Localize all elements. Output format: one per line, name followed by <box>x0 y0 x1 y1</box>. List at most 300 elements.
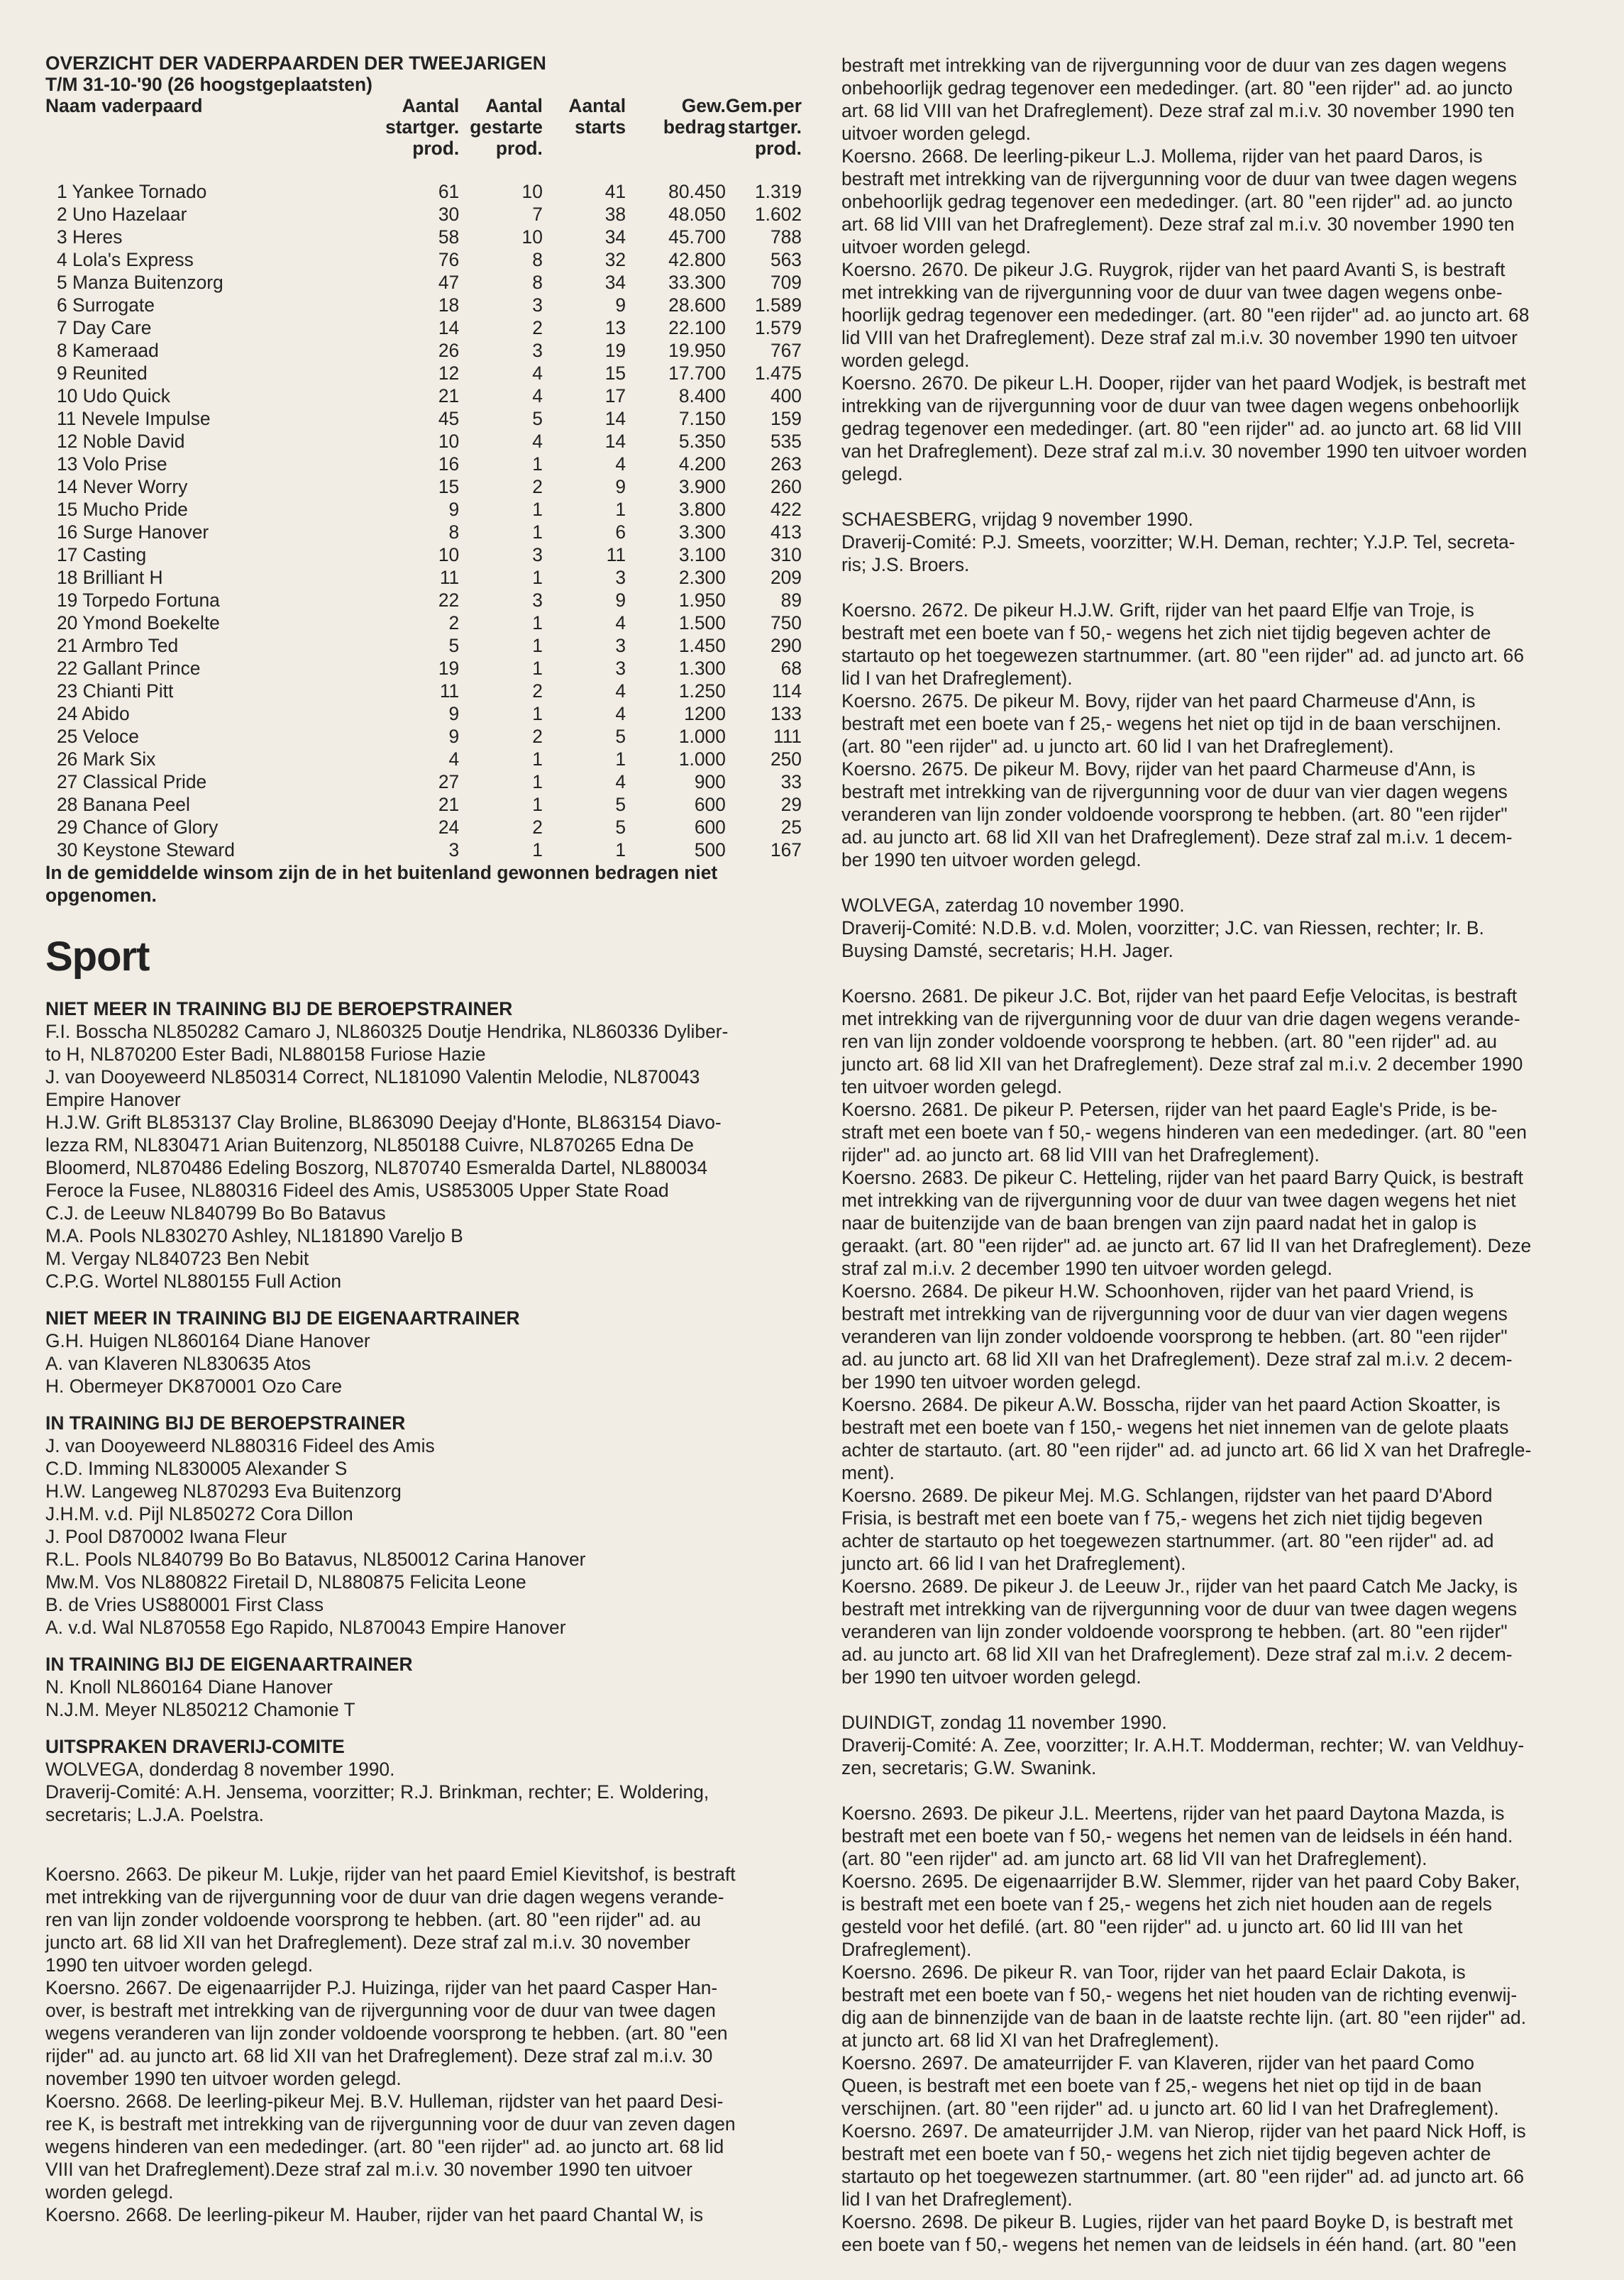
value-cell: 33.300 <box>668 272 726 293</box>
header-c4 <box>626 95 726 159</box>
value-cell: 26 <box>438 340 460 361</box>
value-cell: 600 <box>694 794 726 815</box>
sire-name-cell: 16 Surge Hanover <box>57 521 209 543</box>
table-row <box>45 271 802 294</box>
section-heading: IN TRAINING BIJ DE BEROEPSTRAINER <box>45 1412 406 1434</box>
text-line: rijder" ad. ao juncto art. 68 lid VIII van het Drafreglement). <box>841 1144 1320 1166</box>
text-line: SCHAESBERG, vrijdag 9 november 1990. <box>841 509 1193 530</box>
value-cell: 5 <box>615 794 626 815</box>
text-line: Koersno. 2668. De leerling-pikeur M. Hauber, rijder van het paard Chantal W, is <box>45 2204 704 2225</box>
value-cell: 10 <box>521 181 543 202</box>
section-line: C.P.G. Wortel NL880155 Full Action <box>45 1271 342 1292</box>
ruling-paragraph <box>841 54 1599 145</box>
value-cell: 8 <box>532 272 543 293</box>
ruling-paragraph <box>841 1870 1599 1961</box>
text-line: Koersno. 2670. De pikeur L.H. Dooper, rijder van het paard Wodjek, is bestraft met <box>841 372 1526 394</box>
text-line: met intrekking van de rijvergunning voor de duur van drie dagen wegens verande- <box>841 1008 1520 1029</box>
section-line: A. v.d. Wal NL870558 Ego Rapido, NL870043 Empire Hanover <box>45 1617 566 1638</box>
text-line: Koersno. 2689. De pikeur Mej. M.G. Schlangen, rijdster van het paard D'Abord <box>841 1485 1493 1506</box>
text-line: zen, secretaris; G.W. Swanink. <box>841 1757 1097 1778</box>
text-line: Koersno. 2675. De pikeur M. Bovy, rijder van het paard Charmeuse d'Ann, is <box>841 690 1476 712</box>
value-cell: 1 <box>615 839 626 860</box>
table-title: OVERZICHT DER VADERPAARDEN DER TWEEJARIGEN <box>45 52 546 74</box>
table-row <box>45 316 802 339</box>
value-cell: 3 <box>532 590 543 611</box>
value-cell: 7.150 <box>678 408 726 429</box>
sport-heading: Sport <box>45 934 150 980</box>
section-line: Draverij-Comité: A.H. Jensema, voorzitter; R.J. Brinkman, rechter; E. Woldering, <box>45 1781 709 1803</box>
text-line: onbehoorlijk gedrag tegenover een mededinger. (art. 80 "een rijder" ad. ao juncto <box>841 191 1513 212</box>
header-c5 <box>726 95 802 159</box>
text-line: at juncto art. 68 lid XI van het Drafreglement). <box>841 2030 1220 2051</box>
text-line: Koersno. 2696. De pikeur R. van Toor, rijder van het paard Eclair Dakota, is <box>841 1961 1466 1983</box>
value-cell: 10 <box>521 226 543 248</box>
ruling-paragraph <box>841 372 1599 485</box>
value-cell: 4 <box>532 363 543 384</box>
value-cell: 5 <box>532 408 543 429</box>
value-cell: 2.300 <box>678 567 726 588</box>
value-cell: 6 <box>615 521 626 543</box>
right-blocks <box>841 54 1599 2256</box>
value-cell: 24 <box>438 817 460 838</box>
text-line: ment). <box>841 1462 895 1483</box>
sire-name-cell: 28 Banana Peel <box>57 794 190 815</box>
value-cell: 58 <box>438 226 460 248</box>
sire-name-cell: 25 Veloce <box>57 726 139 747</box>
sires-table-block <box>45 52 802 907</box>
header-line: Gem.per <box>725 95 802 116</box>
sire-name-cell: 11 Nevele Impulse <box>57 408 211 429</box>
value-cell: 709 <box>770 272 802 293</box>
text-line: Koersno. 2663. De pikeur M. Lukje, rijder van het paard Emiel Kievitshof, is bestraft <box>45 1864 736 1885</box>
table-row <box>45 657 802 680</box>
text-line: onbehoorlijk gedrag tegenover een mededinger. (art. 80 "een rijder" ad. ao juncto <box>841 77 1513 99</box>
table-header-row <box>45 95 802 159</box>
text-line: bestraft met intrekking van de rijvergunning voor de duur van vier dagen wegens <box>841 1303 1508 1324</box>
text-line: VIII van het Drafreglement).Deze straf zal m.i.v. 30 november 1990 ten uitvoer <box>45 2159 692 2180</box>
value-cell: 4 <box>532 431 543 452</box>
value-cell: 47 <box>438 272 460 293</box>
value-cell: 1.500 <box>678 612 726 633</box>
value-cell: 25 <box>780 817 802 838</box>
text-line: DUINDIGT, zondag 11 november 1990. <box>841 1712 1167 1733</box>
text-line: ad. au juncto art. 68 lid XII van het Drafreglement). Deze straf zal m.i.v. 2 decem- <box>841 1644 1513 1665</box>
value-cell: 10 <box>438 544 460 565</box>
text-line: bestraft met een boete van f 50,- wegens het nemen van de leidsels in één hand. <box>841 1825 1513 1847</box>
value-cell: 1 <box>532 499 543 520</box>
text-line: een boete van f 50,- wegens het nemen van de leidsels in één hand. (art. 80 "een <box>841 2234 1517 2255</box>
text-line: Koersno. 2668. De leerling-pikeur L.J. Mollema, rijder van het paard Daros, is <box>841 145 1483 167</box>
text-line: ber 1990 ten uitvoer worden gelegd. <box>841 1371 1142 1393</box>
value-cell: 17 <box>604 385 626 406</box>
value-cell: 4 <box>448 748 460 770</box>
value-cell: 80.450 <box>668 181 726 202</box>
text-line: ber 1990 ten uitvoer worden gelegd. <box>841 849 1142 870</box>
value-cell: 4 <box>615 771 626 792</box>
value-cell: 3.300 <box>678 521 726 543</box>
value-cell: 3 <box>532 294 543 316</box>
text-line: ris; J.S. Broers. <box>841 554 970 575</box>
table-row <box>45 339 802 362</box>
section-line: G.H. Huigen NL860164 Diane Hanover <box>45 1330 370 1351</box>
value-cell: 1 <box>532 794 543 815</box>
value-cell: 19 <box>438 658 460 679</box>
table-row <box>45 839 802 861</box>
text-line: is bestraft met een boete van f 25,- wegens het zich niet houden aan de regels <box>841 1893 1492 1915</box>
section-line: Feroce la Fusee, NL880316 Fideel des Amis, US853005 Upper State Road <box>45 1180 669 1201</box>
table-row <box>45 725 802 748</box>
value-cell: 27 <box>438 771 460 792</box>
value-cell: 1 <box>532 748 543 770</box>
table-row <box>45 634 802 657</box>
text-line: met intrekking van de rijvergunning voor de duur van twee dagen wegens het niet <box>841 1190 1516 1211</box>
value-cell: 2 <box>532 817 543 838</box>
text-line: Koersno. 2689. De pikeur J. de Leeuw Jr., rijder van het paard Catch Me Jacky, is <box>841 1576 1518 1597</box>
ruling-paragraph <box>841 985 1599 1098</box>
section-line: Empire Hanover <box>45 1089 181 1110</box>
value-cell: 1.319 <box>754 181 802 202</box>
header-line: startger. <box>385 116 460 138</box>
value-cell: 1.579 <box>754 317 802 338</box>
table-subtitle: T/M 31-10-'90 (26 hoogstgeplaatsten) <box>45 74 372 95</box>
text-line: Koersno. 2681. De pikeur J.C. Bot, rijder van het paard Eefje Velocitas, is bestraft <box>841 985 1518 1007</box>
value-cell: 500 <box>694 839 726 860</box>
section-line: secretaris; L.J.A. Poelstra. <box>45 1804 265 1825</box>
value-cell: 9 <box>615 590 626 611</box>
sire-name-cell: 5 Manza Buitenzorg <box>57 272 223 293</box>
text-line: hoorlijk gedrag tegenover een mededinger. (art. 80 "een rijder" ad. ao juncto art. 68 <box>841 304 1530 326</box>
section-line: J. van Dooyeweerd NL880316 Fideel des Amis <box>45 1435 435 1456</box>
section-line: H.W. Langeweg NL870293 Eva Buitenzorg <box>45 1481 402 1502</box>
sire-name-cell: 21 Armbro Ted <box>57 635 179 656</box>
value-cell: 400 <box>770 385 802 406</box>
value-cell: 15 <box>438 476 460 497</box>
value-cell: 8 <box>448 521 460 543</box>
text-line: Draverij-Comité: A. Zee, voorzitter; Ir. A.H.T. Modderman, rechter; W. van Veldhuy- <box>841 1734 1525 1756</box>
text-line: gelegd. <box>841 463 903 485</box>
value-cell: 3 <box>615 635 626 656</box>
table-row <box>45 430 802 453</box>
section-line: M. Vergay NL840723 Ben Nebit <box>45 1248 309 1269</box>
text-line: Koersno. 2670. De pikeur J.G. Ruygrok, rijder van het paard Avanti S, is bestraft <box>841 259 1506 280</box>
value-cell: 2 <box>532 726 543 747</box>
text-line: lid VIII van het Drafreglement). Deze straf zal m.i.v. 30 november 1990 ten uitvoer <box>841 327 1518 348</box>
value-cell: 5 <box>448 635 460 656</box>
sire-name-cell: 14 Never Worry <box>57 476 188 497</box>
value-cell: 5 <box>615 817 626 838</box>
section-line: C.J. de Leeuw NL840799 Bo Bo Batavus <box>45 1202 386 1224</box>
value-cell: 38 <box>604 204 626 225</box>
text-line: lid I van het Drafreglement). <box>841 2188 1073 2210</box>
table-row <box>45 362 802 384</box>
header-c2 <box>459 95 543 159</box>
value-cell: 788 <box>770 226 802 248</box>
sire-name-cell: 22 Gallant Prince <box>57 658 201 679</box>
text-line: Drafreglement). <box>841 1939 972 1960</box>
text-line: worden gelegd. <box>841 350 970 371</box>
ruling-paragraph <box>841 508 1599 576</box>
text-line: bestraft met intrekking van de rijvergunning voor de duur van twee dagen wegens <box>841 1598 1518 1620</box>
ruling-paragraph <box>841 1393 1599 1484</box>
table-row <box>45 816 802 839</box>
value-cell: 1 <box>532 453 543 475</box>
value-cell: 2 <box>532 317 543 338</box>
text-line: (art. 80 "een rijder" ad. am juncto art. 68 lid VII van het Drafreglement). <box>841 1848 1427 1869</box>
value-cell: 17.700 <box>668 363 726 384</box>
value-cell: 9 <box>448 703 460 724</box>
value-cell: 167 <box>770 839 802 860</box>
value-cell: 1 <box>615 748 626 770</box>
value-cell: 13 <box>604 317 626 338</box>
text-line: wegens veranderen van lijn zonder voldoende voorsprong te hebben. (art. 80 "een <box>45 2022 728 2044</box>
ruling-paragraph <box>841 1711 1599 1779</box>
value-cell: 750 <box>770 612 802 633</box>
text-line: ree K, is bestraft met intrekking van de rijvergunning voor de duur van zeven dagen <box>45 2113 736 2135</box>
value-cell: 767 <box>770 340 802 361</box>
ruling-paragraph <box>841 1802 1599 1870</box>
value-cell: 8.400 <box>678 385 726 406</box>
text-line: art. 68 lid VIII van het Drafreglement). Deze straf zal m.i.v. 30 november 1990 ten <box>841 214 1515 235</box>
text-line: bestraft met een boete van f 150,- wegens het niet innemen van de gelote plaats <box>841 1417 1509 1438</box>
text-line: ber 1990 ten uitvoer worden gelegd. <box>841 1666 1142 1688</box>
text-line: startauto op het toegewezen startnummer. (art. 80 "een rijder" ad. ad juncto art. 66 <box>841 2166 1525 2187</box>
value-cell: 19 <box>604 340 626 361</box>
text-line: geraakt. (art. 80 "een rijder" ad. ae juncto art. 67 lid II van het Drafreglement). Deze <box>841 1235 1532 1256</box>
value-cell: 15 <box>604 363 626 384</box>
header-line: startger. <box>727 116 802 138</box>
sires-table <box>45 95 802 861</box>
text-line: Koersno. 2698. De pikeur B. Lugies, rijder van het paard Boyke D, is bestraft met <box>841 2211 1513 2232</box>
value-cell: 16 <box>438 453 460 475</box>
text-line: bestraft met een boete van f 50,- wegens het zich niet tijdig begeven achter de <box>841 2143 1491 2164</box>
value-cell: 34 <box>604 272 626 293</box>
value-cell: 9 <box>448 499 460 520</box>
text-line: gesteld voor het defilé. (art. 80 "een rijder" ad. u juncto art. 60 lid III van het <box>841 1916 1463 1937</box>
text-line: Koersno. 2668. De leerling-pikeur Mej. B.V. Hulleman, rijdster van het paard Desi- <box>45 2091 724 2112</box>
value-cell: 42.800 <box>668 249 726 270</box>
right-column <box>841 0 1599 2256</box>
header-line: gestarte <box>470 116 543 138</box>
section-line: A. van Klaveren NL830635 Atos <box>45 1353 311 1374</box>
text-line: uitvoer worden gelegd. <box>841 123 1032 144</box>
section-line: Bloomerd, NL870486 Edeling Boszorg, NL870740 Esmeralda Dartel, NL880034 <box>45 1157 708 1178</box>
value-cell: 1.300 <box>678 658 726 679</box>
value-cell: 4 <box>615 612 626 633</box>
value-cell: 8 <box>532 249 543 270</box>
value-cell: 600 <box>694 817 726 838</box>
value-cell: 9 <box>615 294 626 316</box>
text-line: met intrekking van de rijvergunning voor de duur van drie dagen wegens verande- <box>45 1886 724 1908</box>
table-row <box>45 498 802 521</box>
value-cell: 1 <box>532 521 543 543</box>
section-line: R.L. Pools NL840799 Bo Bo Batavus, NL850012 Carina Hanover <box>45 1549 586 1570</box>
text-line: Koersno. 2667. De eigenaarrijder P.J. Huizinga, rijder van het paard Casper Han- <box>45 1977 718 1998</box>
text-line: van het Drafreglement). Deze straf zal m.i.v. 30 november 1990 ten uitvoer worden <box>841 441 1528 462</box>
section-line: J.H.M. v.d. Pijl NL850272 Cora Dillon <box>45 1503 353 1524</box>
value-cell: 5 <box>615 726 626 747</box>
value-cell: 33 <box>780 771 802 792</box>
section-line: J. Pool D870002 Iwana Fleur <box>45 1526 287 1547</box>
text-line: gedrag tegenover een mededinger. (art. 80 "een rijder" ad. ao juncto art. 68 lid VIII <box>841 418 1523 439</box>
text-line: uitvoer worden gelegd. <box>841 236 1032 258</box>
text-line: met intrekking van de rijvergunning voor de duur van twee dagen wegens onbe- <box>841 282 1503 303</box>
value-cell: 3 <box>615 658 626 679</box>
text-line: bestraft met een boete van f 25,- wegens het niet op tijd in de baan verschijnen. <box>841 713 1502 734</box>
value-cell: 34 <box>604 226 626 248</box>
text-line: Queen, is bestraft met een boete van f 25,- wegens het niet op tijd in de baan <box>841 2075 1482 2096</box>
value-cell: 28.600 <box>668 294 726 316</box>
value-cell: 9 <box>615 476 626 497</box>
section-heading: IN TRAINING BIJ DE EIGENAARTRAINER <box>45 1654 413 1675</box>
value-cell: 9 <box>448 726 460 747</box>
table-note-line: In de gemiddelde winsom zijn de in het buitenland gewonnen bedragen niet <box>45 862 718 883</box>
sire-name-cell: 4 Lola's Express <box>57 249 194 270</box>
section-heading: UITSPRAKEN DRAVERIJ-COMITE <box>45 1736 345 1757</box>
value-cell: 1 <box>532 612 543 633</box>
section-line: M.A. Pools NL830270 Ashley, NL181890 Vareljo B <box>45 1225 463 1246</box>
value-cell: 14 <box>604 431 626 452</box>
value-cell: 263 <box>770 453 802 475</box>
sire-name-cell: 19 Torpedo Fortuna <box>57 590 220 611</box>
value-cell: 7 <box>532 204 543 225</box>
section-line: J. van Dooyeweerd NL850314 Correct, NL181090 Valentin Melodie, NL870043 <box>45 1066 700 1088</box>
table-row <box>45 611 802 634</box>
text-line: (art. 80 "een rijder" ad. u juncto art. 60 lid I van het Drafreglement). <box>841 736 1394 757</box>
sire-name-cell: 3 Heres <box>57 226 123 248</box>
sire-name-cell: 20 Ymond Boekelte <box>57 612 220 633</box>
table-row <box>45 589 802 611</box>
text-line: Koersno. 2697. De amateurrijder J.M. van Nierop, rijder van het paard Nick Hoff, is <box>841 2120 1526 2142</box>
header-line: Gew. <box>681 95 726 116</box>
value-cell: 3 <box>448 839 460 860</box>
text-line: ten uitvoer worden gelegd. <box>841 1076 1063 1097</box>
text-line: Koersno. 2672. De pikeur H.J.W. Grift, rijder van het paard Elfje van Troje, is <box>841 599 1474 621</box>
sire-name-cell: 8 Kameraad <box>57 340 159 361</box>
value-cell: 45 <box>438 408 460 429</box>
value-cell: 22.100 <box>668 317 726 338</box>
text-line: Koersno. 2683. De pikeur C. Hetteling, rijder van het paard Barry Quick, is bestraft <box>841 1167 1523 1188</box>
value-cell: 12 <box>438 363 460 384</box>
value-cell: 3.900 <box>678 476 726 497</box>
value-cell: 11 <box>439 567 460 588</box>
sire-name-cell: 9 Reunited <box>57 363 148 384</box>
table-row <box>45 453 802 475</box>
text-line: naar de buitenzijde van de baan brengen van zijn paard nadat het in galop is <box>841 1212 1477 1234</box>
text-line: over, is bestraft met intrekking van de rijvergunning voor de duur van twee dagen <box>45 2000 716 2021</box>
header-line: bedrag <box>663 116 726 138</box>
value-cell: 563 <box>770 249 802 270</box>
text-line: ad. au juncto art. 68 lid XII van het Drafreglement). Deze straf zal m.i.v. 1 decem- <box>841 826 1513 848</box>
value-cell: 2 <box>532 680 543 702</box>
text-line: Koersno. 2693. De pikeur J.L. Meertens, rijder van het paard Daytona Mazda, is <box>841 1803 1505 1824</box>
text-line: achter de startauto op het toegewezen startnummer. (art. 80 "een rijder" ad. ad <box>841 1530 1494 1551</box>
sire-name-cell: 10 Udo Quick <box>57 385 170 406</box>
text-line: ren van lijn zonder voldoende voorsprong te hebben. (art. 80 "een rijder" ad. au <box>841 1031 1497 1052</box>
table-row <box>45 793 802 816</box>
value-cell: 29 <box>780 794 802 815</box>
text-line: lid I van het Drafreglement). <box>841 668 1073 689</box>
value-cell: 3 <box>615 567 626 588</box>
value-cell: 5.350 <box>678 431 726 452</box>
text-line: wegens hinderen van een mededinger. (art. 80 "een rijder" ad. ao juncto art. 68 lid <box>45 2136 724 2157</box>
header-line: prod. <box>755 138 802 159</box>
header-line: Aantal <box>485 95 543 116</box>
text-line: startauto op het toegewezen startnummer. (art. 80 "een rijder" ad. ad juncto art. 66 <box>841 645 1525 666</box>
header-name <box>45 95 341 159</box>
value-cell: 1 <box>532 567 543 588</box>
text-line: juncto art. 68 lid XII van het Drafreglement). Deze straf zal m.i.v. 30 november <box>45 1932 690 1953</box>
value-cell: 4 <box>615 703 626 724</box>
text-line: veranderen van lijn zonder voldoende voorsprong te hebben. (art. 80 "een rijder" <box>841 804 1508 825</box>
value-cell: 4 <box>615 680 626 702</box>
table-row <box>45 248 802 271</box>
value-cell: 1200 <box>684 703 726 724</box>
value-cell: 250 <box>770 748 802 770</box>
text-line: november 1990 ten uitvoer worden gelegd. <box>45 2068 402 2089</box>
text-line: straf zal m.i.v. 2 december 1990 ten uitvoer worden gelegd. <box>841 1258 1332 1279</box>
section-line: H. Obermeyer DK870001 Ozo Care <box>45 1376 343 1397</box>
section-line: F.I. Bosscha NL850282 Camaro J, NL860325 Doutje Hendrika, NL860336 Dyliber- <box>45 1021 729 1042</box>
text-line: juncto art. 66 lid I van het Drafreglement). <box>841 1553 1186 1574</box>
text-line: Koersno. 2681. De pikeur P. Petersen, rijder van het paard Eagle's Pride, is be- <box>841 1099 1498 1120</box>
text-line: Koersno. 2684. De pikeur H.W. Schoonhoven, rijder van het paard Vriend, is <box>841 1280 1474 1302</box>
value-cell: 32 <box>604 249 626 270</box>
ruling-paragraph <box>841 2120 1599 2210</box>
value-cell: 21 <box>438 385 460 406</box>
value-cell: 3.100 <box>678 544 726 565</box>
ruling-paragraph <box>841 1098 1599 1166</box>
value-cell: 11 <box>606 544 626 565</box>
header-line: prod. <box>412 138 460 159</box>
value-cell: 1.950 <box>678 590 726 611</box>
value-cell: 68 <box>780 658 802 679</box>
sire-name-cell: 30 Keystone Steward <box>57 839 235 860</box>
header-line: starts <box>575 116 626 138</box>
sire-name-cell: 12 Noble David <box>57 431 185 452</box>
sire-name-cell: 2 Uno Hazelaar <box>57 204 187 225</box>
section-line: to H, NL870200 Ester Badi, NL880158 Furiose Hazie <box>45 1044 486 1065</box>
value-cell: 535 <box>770 431 802 452</box>
text-line: veranderen van lijn zonder voldoende voorsprong te hebben. (art. 80 "een rijder" <box>841 1326 1508 1347</box>
value-cell: 4 <box>615 453 626 475</box>
sires-table-body <box>45 159 802 861</box>
value-cell: 41 <box>604 181 626 202</box>
section-heading: NIET MEER IN TRAINING BIJ DE BEROEPSTRAINER <box>45 998 513 1019</box>
text-line: Buysing Damsté, secretaris; H.H. Jager. <box>841 940 1173 961</box>
left-column <box>45 0 802 2226</box>
table-row <box>45 294 802 316</box>
header-c3 <box>543 95 626 159</box>
value-cell: 422 <box>770 499 802 520</box>
section-line: lezza RM, NL830471 Arian Buitenzorg, NL850188 Cuivre, NL870265 Edna De <box>45 1134 694 1156</box>
table-row <box>45 384 802 407</box>
value-cell: 4.200 <box>678 453 726 475</box>
value-cell: 1.450 <box>678 635 726 656</box>
sire-name-cell: 7 Day Care <box>57 317 152 338</box>
ruling-paragraph <box>841 758 1599 871</box>
text-line: achter de startauto. (art. 80 "een rijder" ad. ad juncto art. 66 lid X van het Drafregle- <box>841 1439 1532 1461</box>
value-cell: 159 <box>770 408 802 429</box>
text-line: bestraft met een boete van f 50,- wegens het niet houden van de richting evenwij- <box>841 1984 1518 2005</box>
ruling-paragraph <box>45 1976 802 2090</box>
text-line: Koersno. 2697. De amateurrijder F. van Klaveren, rijder van het paard Como <box>841 2052 1474 2074</box>
value-cell: 1.000 <box>678 748 726 770</box>
ruling-paragraph <box>45 2090 802 2203</box>
value-cell: 48.050 <box>668 204 726 225</box>
value-cell: 1 <box>615 499 626 520</box>
ruling-paragraph <box>841 258 1599 372</box>
value-cell: 1 <box>532 771 543 792</box>
